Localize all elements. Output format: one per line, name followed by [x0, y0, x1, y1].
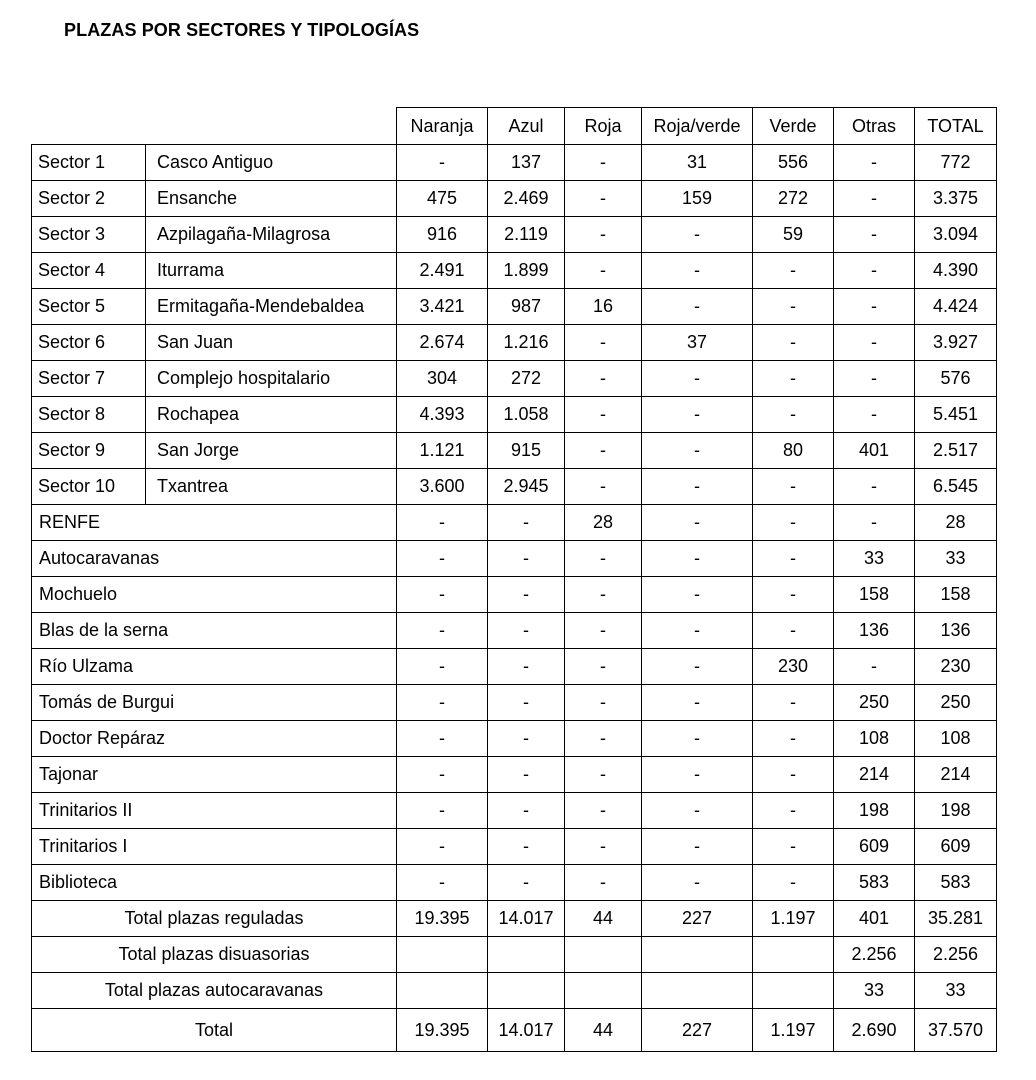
value-cell: -: [397, 613, 488, 649]
value-cell: 272: [753, 181, 834, 217]
value-cell: 304: [397, 361, 488, 397]
value-cell: -: [488, 541, 565, 577]
value-cell: -: [753, 541, 834, 577]
value-cell: 33: [834, 541, 915, 577]
value-cell: -: [642, 289, 753, 325]
table-row: [32, 361, 997, 397]
value-cell: 2.469: [488, 181, 565, 217]
value-cell: -: [488, 577, 565, 613]
value-cell: 214: [834, 757, 915, 793]
table-row: [32, 865, 997, 901]
totals-row: [32, 901, 997, 937]
value-cell: 2.491: [397, 253, 488, 289]
value-cell: -: [753, 505, 834, 541]
value-cell: -: [753, 577, 834, 613]
value-cell: -: [565, 577, 642, 613]
table-row: [32, 721, 997, 757]
area-name-cell: Ensanche: [146, 181, 397, 217]
total-value-cell: 14.017: [488, 1009, 565, 1052]
value-cell: -: [488, 721, 565, 757]
value-cell: -: [565, 397, 642, 433]
column-header: Azul: [488, 108, 565, 145]
area-name-cell: Ermitagaña-Mendebaldea: [146, 289, 397, 325]
total-value-cell: 401: [834, 901, 915, 937]
sector-cell: Sector 7: [32, 361, 146, 397]
total-value-cell: 19.395: [397, 1009, 488, 1052]
value-cell: -: [565, 325, 642, 361]
value-cell: -: [834, 289, 915, 325]
totals-row: [32, 973, 997, 1009]
value-cell: -: [565, 793, 642, 829]
value-cell: 31: [642, 145, 753, 181]
value-cell: 475: [397, 181, 488, 217]
value-cell: -: [834, 469, 915, 505]
value-cell: -: [397, 685, 488, 721]
value-cell: 609: [915, 829, 997, 865]
value-cell: -: [834, 361, 915, 397]
value-cell: -: [642, 397, 753, 433]
value-cell: -: [565, 217, 642, 253]
value-cell: -: [642, 217, 753, 253]
location-name-cell: Mochuelo: [32, 577, 397, 613]
value-cell: 214: [915, 757, 997, 793]
value-cell: 16: [565, 289, 642, 325]
total-value-cell: 1.197: [753, 1009, 834, 1052]
value-cell: -: [397, 757, 488, 793]
location-name-cell: Doctor Repáraz: [32, 721, 397, 757]
value-cell: 576: [915, 361, 997, 397]
value-cell: -: [397, 865, 488, 901]
value-cell: -: [834, 325, 915, 361]
total-value-cell: [488, 937, 565, 973]
column-header: Roja: [565, 108, 642, 145]
value-cell: 198: [915, 793, 997, 829]
value-cell: -: [753, 253, 834, 289]
value-cell: 230: [753, 649, 834, 685]
location-name-cell: Tomás de Burgui: [32, 685, 397, 721]
value-cell: -: [753, 865, 834, 901]
value-cell: -: [488, 613, 565, 649]
value-cell: 4.424: [915, 289, 997, 325]
location-name-cell: Biblioteca: [32, 865, 397, 901]
value-cell: -: [642, 433, 753, 469]
table-row: [32, 145, 997, 181]
totals-label-cell: Total plazas reguladas: [32, 901, 397, 937]
value-cell: -: [565, 865, 642, 901]
value-cell: -: [753, 793, 834, 829]
total-value-cell: 14.017: [488, 901, 565, 937]
table-row: [32, 793, 997, 829]
value-cell: -: [397, 649, 488, 685]
totals-row: [32, 937, 997, 973]
value-cell: -: [565, 613, 642, 649]
total-value-cell: 2.256: [915, 937, 997, 973]
value-cell: -: [397, 793, 488, 829]
table-row: [32, 253, 997, 289]
sector-cell: Sector 2: [32, 181, 146, 217]
value-cell: -: [488, 757, 565, 793]
column-header: Naranja: [397, 108, 488, 145]
table-row: [32, 649, 997, 685]
value-cell: -: [753, 757, 834, 793]
value-cell: 916: [397, 217, 488, 253]
value-cell: 230: [915, 649, 997, 685]
total-value-cell: [397, 937, 488, 973]
location-name-cell: Blas de la serna: [32, 613, 397, 649]
column-header: Verde: [753, 108, 834, 145]
table-row: [32, 289, 997, 325]
value-cell: 1.216: [488, 325, 565, 361]
total-value-cell: 44: [565, 1009, 642, 1052]
value-cell: -: [565, 685, 642, 721]
sector-cell: Sector 5: [32, 289, 146, 325]
totals-label-cell: Total: [32, 1009, 397, 1052]
value-cell: -: [642, 541, 753, 577]
value-cell: -: [397, 145, 488, 181]
value-cell: 159: [642, 181, 753, 217]
value-cell: 136: [915, 613, 997, 649]
value-cell: 2.517: [915, 433, 997, 469]
value-cell: -: [488, 793, 565, 829]
value-cell: 3.600: [397, 469, 488, 505]
value-cell: 1.058: [488, 397, 565, 433]
value-cell: -: [642, 829, 753, 865]
value-cell: -: [753, 685, 834, 721]
value-cell: 272: [488, 361, 565, 397]
total-value-cell: 1.197: [753, 901, 834, 937]
value-cell: -: [642, 793, 753, 829]
table-row: [32, 613, 997, 649]
value-cell: 3.375: [915, 181, 997, 217]
value-cell: -: [488, 829, 565, 865]
value-cell: -: [834, 181, 915, 217]
table-row: [32, 577, 997, 613]
table-row: [32, 325, 997, 361]
sector-cell: Sector 4: [32, 253, 146, 289]
value-cell: -: [397, 721, 488, 757]
total-value-cell: 227: [642, 1009, 753, 1052]
total-value-cell: 44: [565, 901, 642, 937]
table-row: [32, 397, 997, 433]
sector-cell: Sector 10: [32, 469, 146, 505]
value-cell: -: [488, 649, 565, 685]
location-name-cell: Trinitarios I: [32, 829, 397, 865]
value-cell: 609: [834, 829, 915, 865]
value-cell: -: [565, 361, 642, 397]
value-cell: -: [565, 433, 642, 469]
value-cell: 2.674: [397, 325, 488, 361]
area-name-cell: Complejo hospitalario: [146, 361, 397, 397]
value-cell: 250: [915, 685, 997, 721]
value-cell: 28: [915, 505, 997, 541]
value-cell: 1.121: [397, 433, 488, 469]
value-cell: -: [565, 145, 642, 181]
total-value-cell: 35.281: [915, 901, 997, 937]
value-cell: -: [834, 505, 915, 541]
value-cell: 987: [488, 289, 565, 325]
total-value-cell: [565, 937, 642, 973]
value-cell: -: [753, 361, 834, 397]
total-value-cell: 19.395: [397, 901, 488, 937]
value-cell: -: [834, 145, 915, 181]
area-name-cell: Rochapea: [146, 397, 397, 433]
value-cell: -: [488, 865, 565, 901]
table-row: [32, 541, 997, 577]
location-name-cell: Tajonar: [32, 757, 397, 793]
total-value-cell: [753, 973, 834, 1009]
value-cell: 137: [488, 145, 565, 181]
value-cell: -: [753, 325, 834, 361]
location-name-cell: Autocaravanas: [32, 541, 397, 577]
total-value-cell: 227: [642, 901, 753, 937]
area-name-cell: Casco Antiguo: [146, 145, 397, 181]
header-row: [32, 108, 997, 145]
value-cell: -: [834, 253, 915, 289]
value-cell: 108: [915, 721, 997, 757]
value-cell: -: [397, 577, 488, 613]
total-value-cell: 33: [915, 973, 997, 1009]
value-cell: -: [565, 757, 642, 793]
value-cell: -: [565, 829, 642, 865]
table-row: [32, 181, 997, 217]
value-cell: -: [753, 289, 834, 325]
location-name-cell: Trinitarios II: [32, 793, 397, 829]
value-cell: -: [753, 721, 834, 757]
total-value-cell: 2.690: [834, 1009, 915, 1052]
value-cell: -: [565, 253, 642, 289]
value-cell: -: [834, 649, 915, 685]
value-cell: -: [565, 181, 642, 217]
column-header: TOTAL: [915, 108, 997, 145]
value-cell: -: [397, 541, 488, 577]
value-cell: -: [565, 649, 642, 685]
total-value-cell: [488, 973, 565, 1009]
area-name-cell: San Jorge: [146, 433, 397, 469]
value-cell: -: [642, 757, 753, 793]
value-cell: -: [642, 613, 753, 649]
total-value-cell: [753, 937, 834, 973]
total-value-cell: [565, 973, 642, 1009]
value-cell: 5.451: [915, 397, 997, 433]
value-cell: -: [397, 505, 488, 541]
value-cell: 4.390: [915, 253, 997, 289]
sector-cell: Sector 6: [32, 325, 146, 361]
value-cell: 401: [834, 433, 915, 469]
value-cell: 158: [915, 577, 997, 613]
value-cell: -: [834, 217, 915, 253]
value-cell: 556: [753, 145, 834, 181]
value-cell: -: [642, 469, 753, 505]
column-header: Roja/verde: [642, 108, 753, 145]
total-value-cell: 2.256: [834, 937, 915, 973]
value-cell: 158: [834, 577, 915, 613]
value-cell: -: [488, 685, 565, 721]
table-row: [32, 685, 997, 721]
value-cell: 28: [565, 505, 642, 541]
value-cell: 583: [915, 865, 997, 901]
sector-cell: Sector 3: [32, 217, 146, 253]
value-cell: -: [642, 865, 753, 901]
total-value-cell: 37.570: [915, 1009, 997, 1052]
value-cell: 772: [915, 145, 997, 181]
value-cell: -: [753, 397, 834, 433]
value-cell: -: [642, 685, 753, 721]
table-row: [32, 757, 997, 793]
area-name-cell: San Juan: [146, 325, 397, 361]
total-value-cell: [642, 937, 753, 973]
value-cell: 4.393: [397, 397, 488, 433]
value-cell: 250: [834, 685, 915, 721]
value-cell: 33: [915, 541, 997, 577]
value-cell: -: [753, 829, 834, 865]
totals-row: [32, 1009, 997, 1052]
value-cell: -: [642, 649, 753, 685]
value-cell: -: [397, 829, 488, 865]
value-cell: 3.094: [915, 217, 997, 253]
table-body: [32, 108, 997, 1052]
value-cell: -: [642, 253, 753, 289]
sector-cell: Sector 8: [32, 397, 146, 433]
table-row: [32, 433, 997, 469]
area-name-cell: Txantrea: [146, 469, 397, 505]
value-cell: 1.899: [488, 253, 565, 289]
total-value-cell: 33: [834, 973, 915, 1009]
value-cell: 136: [834, 613, 915, 649]
value-cell: -: [565, 721, 642, 757]
value-cell: -: [753, 469, 834, 505]
value-cell: -: [642, 361, 753, 397]
totals-label-cell: Total plazas autocaravanas: [32, 973, 397, 1009]
value-cell: -: [753, 613, 834, 649]
value-cell: 108: [834, 721, 915, 757]
value-cell: 3.927: [915, 325, 997, 361]
location-name-cell: Río Ulzama: [32, 649, 397, 685]
parking-table: [31, 107, 997, 1052]
value-cell: 3.421: [397, 289, 488, 325]
value-cell: -: [642, 505, 753, 541]
total-value-cell: [642, 973, 753, 1009]
table-row: [32, 829, 997, 865]
value-cell: 2.119: [488, 217, 565, 253]
table-row: [32, 469, 997, 505]
value-cell: -: [834, 397, 915, 433]
value-cell: 915: [488, 433, 565, 469]
page-title: PLAZAS POR SECTORES Y TIPOLOGÍAS: [64, 20, 420, 40]
table-row: [32, 505, 997, 541]
value-cell: 6.545: [915, 469, 997, 505]
area-name-cell: Azpilagaña-Milagrosa: [146, 217, 397, 253]
location-name-cell: RENFE: [32, 505, 397, 541]
totals-label-cell: Total plazas disuasorias: [32, 937, 397, 973]
area-name-cell: Iturrama: [146, 253, 397, 289]
value-cell: 59: [753, 217, 834, 253]
sector-cell: Sector 9: [32, 433, 146, 469]
table-row: [32, 217, 997, 253]
value-cell: -: [565, 469, 642, 505]
column-header: Otras: [834, 108, 915, 145]
value-cell: 37: [642, 325, 753, 361]
header-blank-cell: [32, 108, 397, 145]
value-cell: -: [565, 541, 642, 577]
value-cell: 2.945: [488, 469, 565, 505]
total-value-cell: [397, 973, 488, 1009]
value-cell: 198: [834, 793, 915, 829]
value-cell: -: [488, 505, 565, 541]
value-cell: 583: [834, 865, 915, 901]
value-cell: -: [642, 721, 753, 757]
value-cell: -: [642, 577, 753, 613]
value-cell: 80: [753, 433, 834, 469]
sector-cell: Sector 1: [32, 145, 146, 181]
